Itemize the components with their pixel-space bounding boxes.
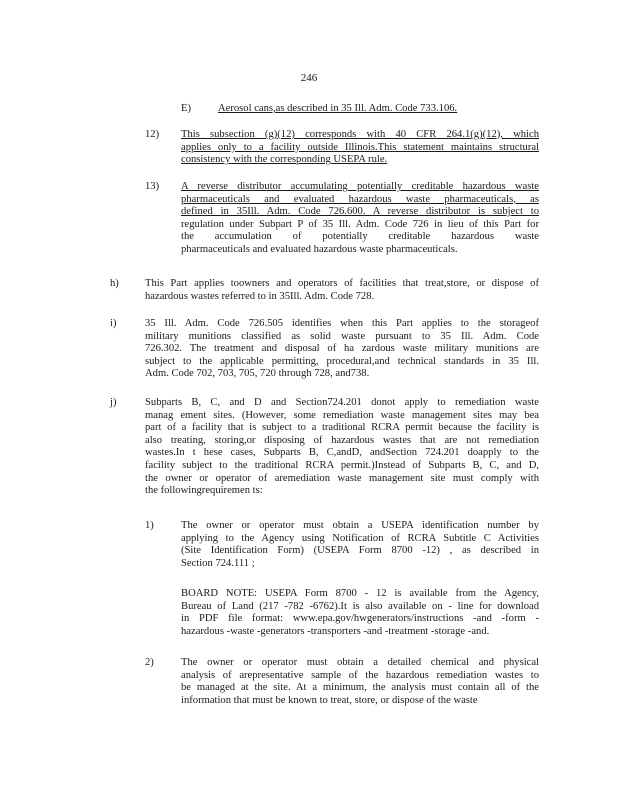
item-h-line: This Part applies toowners and operators of facilities that treat,store, or dispose of bbox=[145, 278, 539, 289]
board-note bbox=[181, 588, 539, 638]
item-12-line: consistency with the corresponding USEPA rule. bbox=[181, 154, 388, 166]
item-12-line: This subsection (g)(12) corresponds with 40 CFR 264.1(g)(12), which bbox=[181, 129, 539, 140]
item-i-line: Adm. Code 702, 703, 705, 720 through 728, and738. bbox=[145, 368, 370, 380]
item-e-label: E) bbox=[181, 103, 191, 114]
item-j-line: the owner or operator of aremediation waste management site must comply with bbox=[145, 472, 539, 484]
item-h-label: h) bbox=[110, 278, 119, 289]
item-j-2-line: The owner or operator must obtain a detailed chemical and physical bbox=[181, 657, 539, 668]
item-i-line: subject to the applicable permitting, procedural,and technical standards in 35 Ill. bbox=[145, 355, 539, 367]
item-j-line: also treating, storing,or disposing of hazardous wastes that are not remediation bbox=[145, 434, 539, 446]
item-j-2-line: analysis of arepresentative sample of the hazardous remediation wastes to bbox=[181, 669, 539, 681]
item-13-line: defined in 35Ill. Adm. Code 726.600. A reverse distributor is subject to bbox=[181, 206, 539, 218]
item-j-1-label: 1) bbox=[145, 520, 154, 531]
page-number: 246 bbox=[300, 72, 318, 84]
item-j-line: manag ement sites. (However, some remediation waste management sites may bea bbox=[145, 409, 539, 421]
item-i-line: 726.302. The treatment and disposal of ha zardous waste military munitions are bbox=[145, 343, 539, 355]
board-note-line: Bureau of Land (217 -782 -6762).It is also available on - line for download bbox=[181, 600, 539, 612]
item-i-label: i) bbox=[110, 318, 117, 329]
board-note-line: BOARD NOTE: USEPA Form 8700 - 12 is available from the Agency, bbox=[181, 588, 539, 599]
item-j-2-line: information that must be known to treat, store, or dispose of the waste bbox=[181, 694, 478, 706]
item-j-line: the followingrequiremen ts: bbox=[145, 485, 263, 497]
item-j-line: facility subject to the traditional RCRA permit.)Instead of Subparts B, C, and D, bbox=[145, 459, 539, 471]
item-j-2-label: 2) bbox=[145, 657, 154, 668]
item-j-line: Subparts B, C, and D and Section724.201 donot apply to remediation waste bbox=[145, 397, 539, 408]
item-13-line: regulation under Subpart P of 35 Ill. Adm. Code 726 in lieu of this Part for bbox=[181, 218, 539, 230]
board-note-line: in PDF file format: www.epa.gov/hwgenerators/instructions -and -form - bbox=[181, 613, 539, 625]
item-13-line: A reverse distributor accumulating potentially creditable hazardous waste bbox=[181, 181, 539, 192]
item-j-1-line: Section 724.111 ; bbox=[181, 557, 255, 569]
item-j-line: part of a facility that is subject to a traditional RCRA permit because the facility is bbox=[145, 422, 539, 434]
item-i-line: 35 Ill. Adm. Code 726.505 identifies when this Part applies to the storageof bbox=[145, 318, 539, 329]
item-13-label: 13) bbox=[145, 181, 160, 192]
item-j-1-line: applying to the Agency using Notification of RCRA Subtitle C Activities bbox=[181, 532, 539, 544]
item-j-line: wastes.In t hese cases, Subparts B, C,andD, andSection 724.201 doapply to the bbox=[145, 447, 539, 459]
item-j-1-line: (Site Identification Form) (USEPA Form 8700 -12) , as described in bbox=[181, 545, 539, 557]
item-13-line: the accumulation of potentially creditable hazardous waste bbox=[181, 231, 539, 243]
board-note-line: hazardous -waste -generators -transporters -and -treatment -storage -and. bbox=[181, 625, 490, 637]
item-j-label: j) bbox=[110, 397, 117, 408]
item-e-line: Aerosol cans,as described in 35 Ill. Adm. Code 733.106. bbox=[218, 103, 458, 114]
item-13-line: pharmaceuticals and evaluated hazardous waste pharmaceuticals. bbox=[181, 243, 458, 255]
item-j-1-line: The owner or operator must obtain a USEPA identification number by bbox=[181, 520, 539, 531]
item-j-2-line: be managed at the site. At a minimum, the analysis must contain all of the bbox=[181, 682, 539, 694]
item-i-line: military munitions classified as solid waste pursuant to 35 Ill. Adm. Code bbox=[145, 330, 539, 342]
item-h-line: hazardous wastes referred to in 35Ill. Adm. Code 728. bbox=[145, 290, 375, 302]
item-13-line: pharmaceuticals and evaluated hazardous waste pharmaceuticals, as bbox=[181, 193, 539, 205]
item-12-label: 12) bbox=[145, 129, 160, 140]
item-12-line: applies only to a facility outside Illinois.This statement maintains structural bbox=[181, 141, 539, 153]
